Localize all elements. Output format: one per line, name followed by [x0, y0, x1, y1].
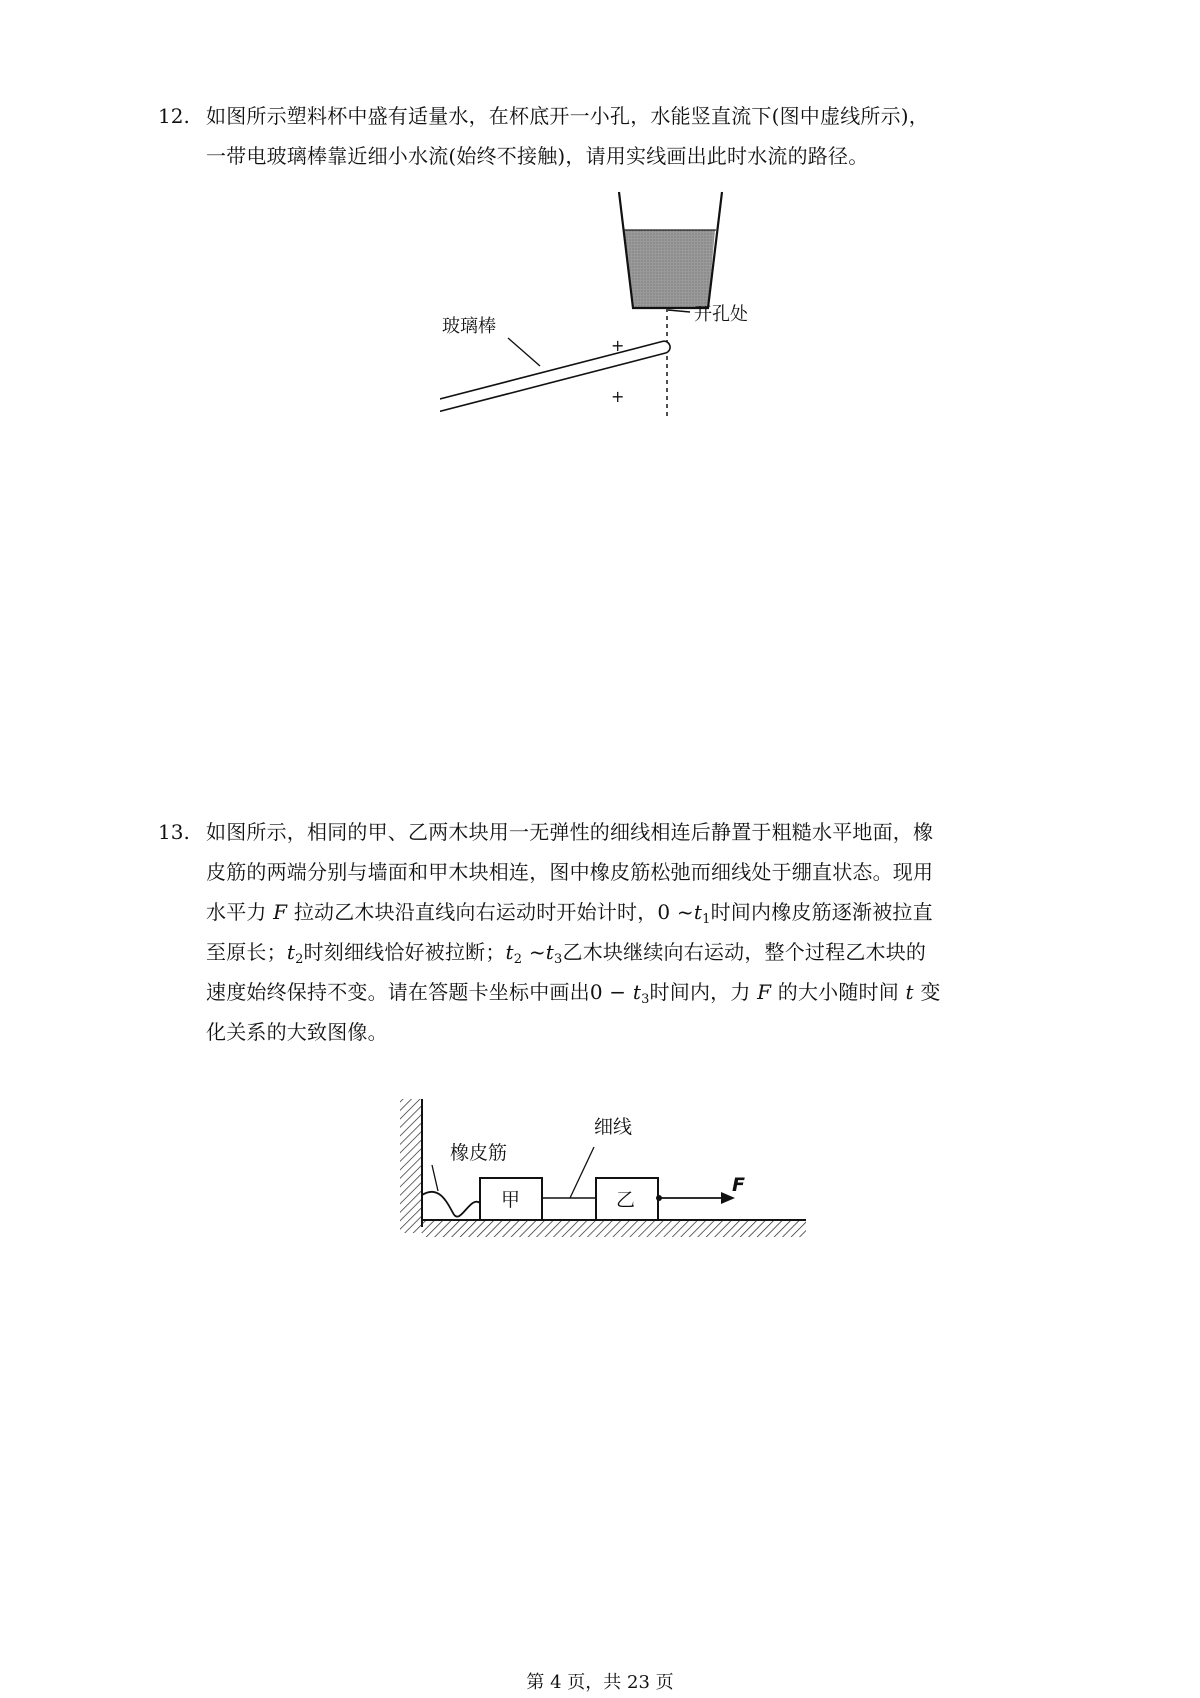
- rubber-band: [422, 1192, 480, 1217]
- question-text-line: 水平力 F 拉动乙木块沿直线向右运动时开始计时，0 $\sim t_1$时间内橡皮筋逐渐被拉直: [206, 900, 933, 927]
- question-text-line: 如图所示，相同的甲、乙两木块用一无弹性的细线相连后静置于粗糙水平地面，橡: [206, 820, 934, 844]
- question-number: 13.: [158, 820, 190, 844]
- charge-plus-bottom: +: [611, 387, 625, 406]
- question-text-line: 化关系的大致图像。: [206, 1020, 388, 1044]
- rubber-band-label: 橡皮筋: [450, 1142, 508, 1164]
- water-shape: [624, 230, 715, 308]
- block-a-label: 甲: [501, 1189, 521, 1211]
- rod-label: 玻璃棒: [442, 316, 496, 337]
- force-label: F: [732, 1174, 745, 1196]
- question-text-line: 一带电玻璃棒靠近细小水流(始终不接触)，请用实线画出此时水流的路径。: [206, 144, 869, 168]
- cup-and-rod-figure: [440, 188, 770, 428]
- blocks-figure: [398, 1095, 810, 1245]
- block-b-label: 乙: [616, 1189, 636, 1211]
- wall-hatch: [400, 1099, 422, 1233]
- question-number: 12.: [158, 104, 190, 128]
- question-text-line: 速度始终保持不变。请在答题卡坐标中画出$0 - t_3$时间内，力 F 的大小随时间 t 变: [206, 980, 941, 1007]
- floor-hatch: [422, 1220, 806, 1237]
- question-13: [158, 812, 1006, 1052]
- string-label: 细线: [594, 1116, 633, 1138]
- charge-plus-top: +: [611, 336, 625, 355]
- page-footer: 第 4 页，共 23 页: [526, 1672, 674, 1693]
- question-text-line: 至原长；$t_2$时刻细线恰好被拉断；$t_2$ $\sim t_3$乙木块继续向右运动，整个过程乙木块的: [206, 940, 927, 967]
- question-text-line: 皮筋的两端分别与墙面和甲木块相连，图中橡皮筋松弛而细线处于绷直状态。现用: [206, 860, 934, 884]
- hole-label: 开孔处: [694, 304, 748, 325]
- question-text-line: 如图所示塑料杯中盛有适量水，在杯底开一小孔，水能竖直流下(图中虚线所示)，: [206, 104, 930, 128]
- question-12: [158, 96, 1006, 176]
- glass-rod: [440, 340, 671, 417]
